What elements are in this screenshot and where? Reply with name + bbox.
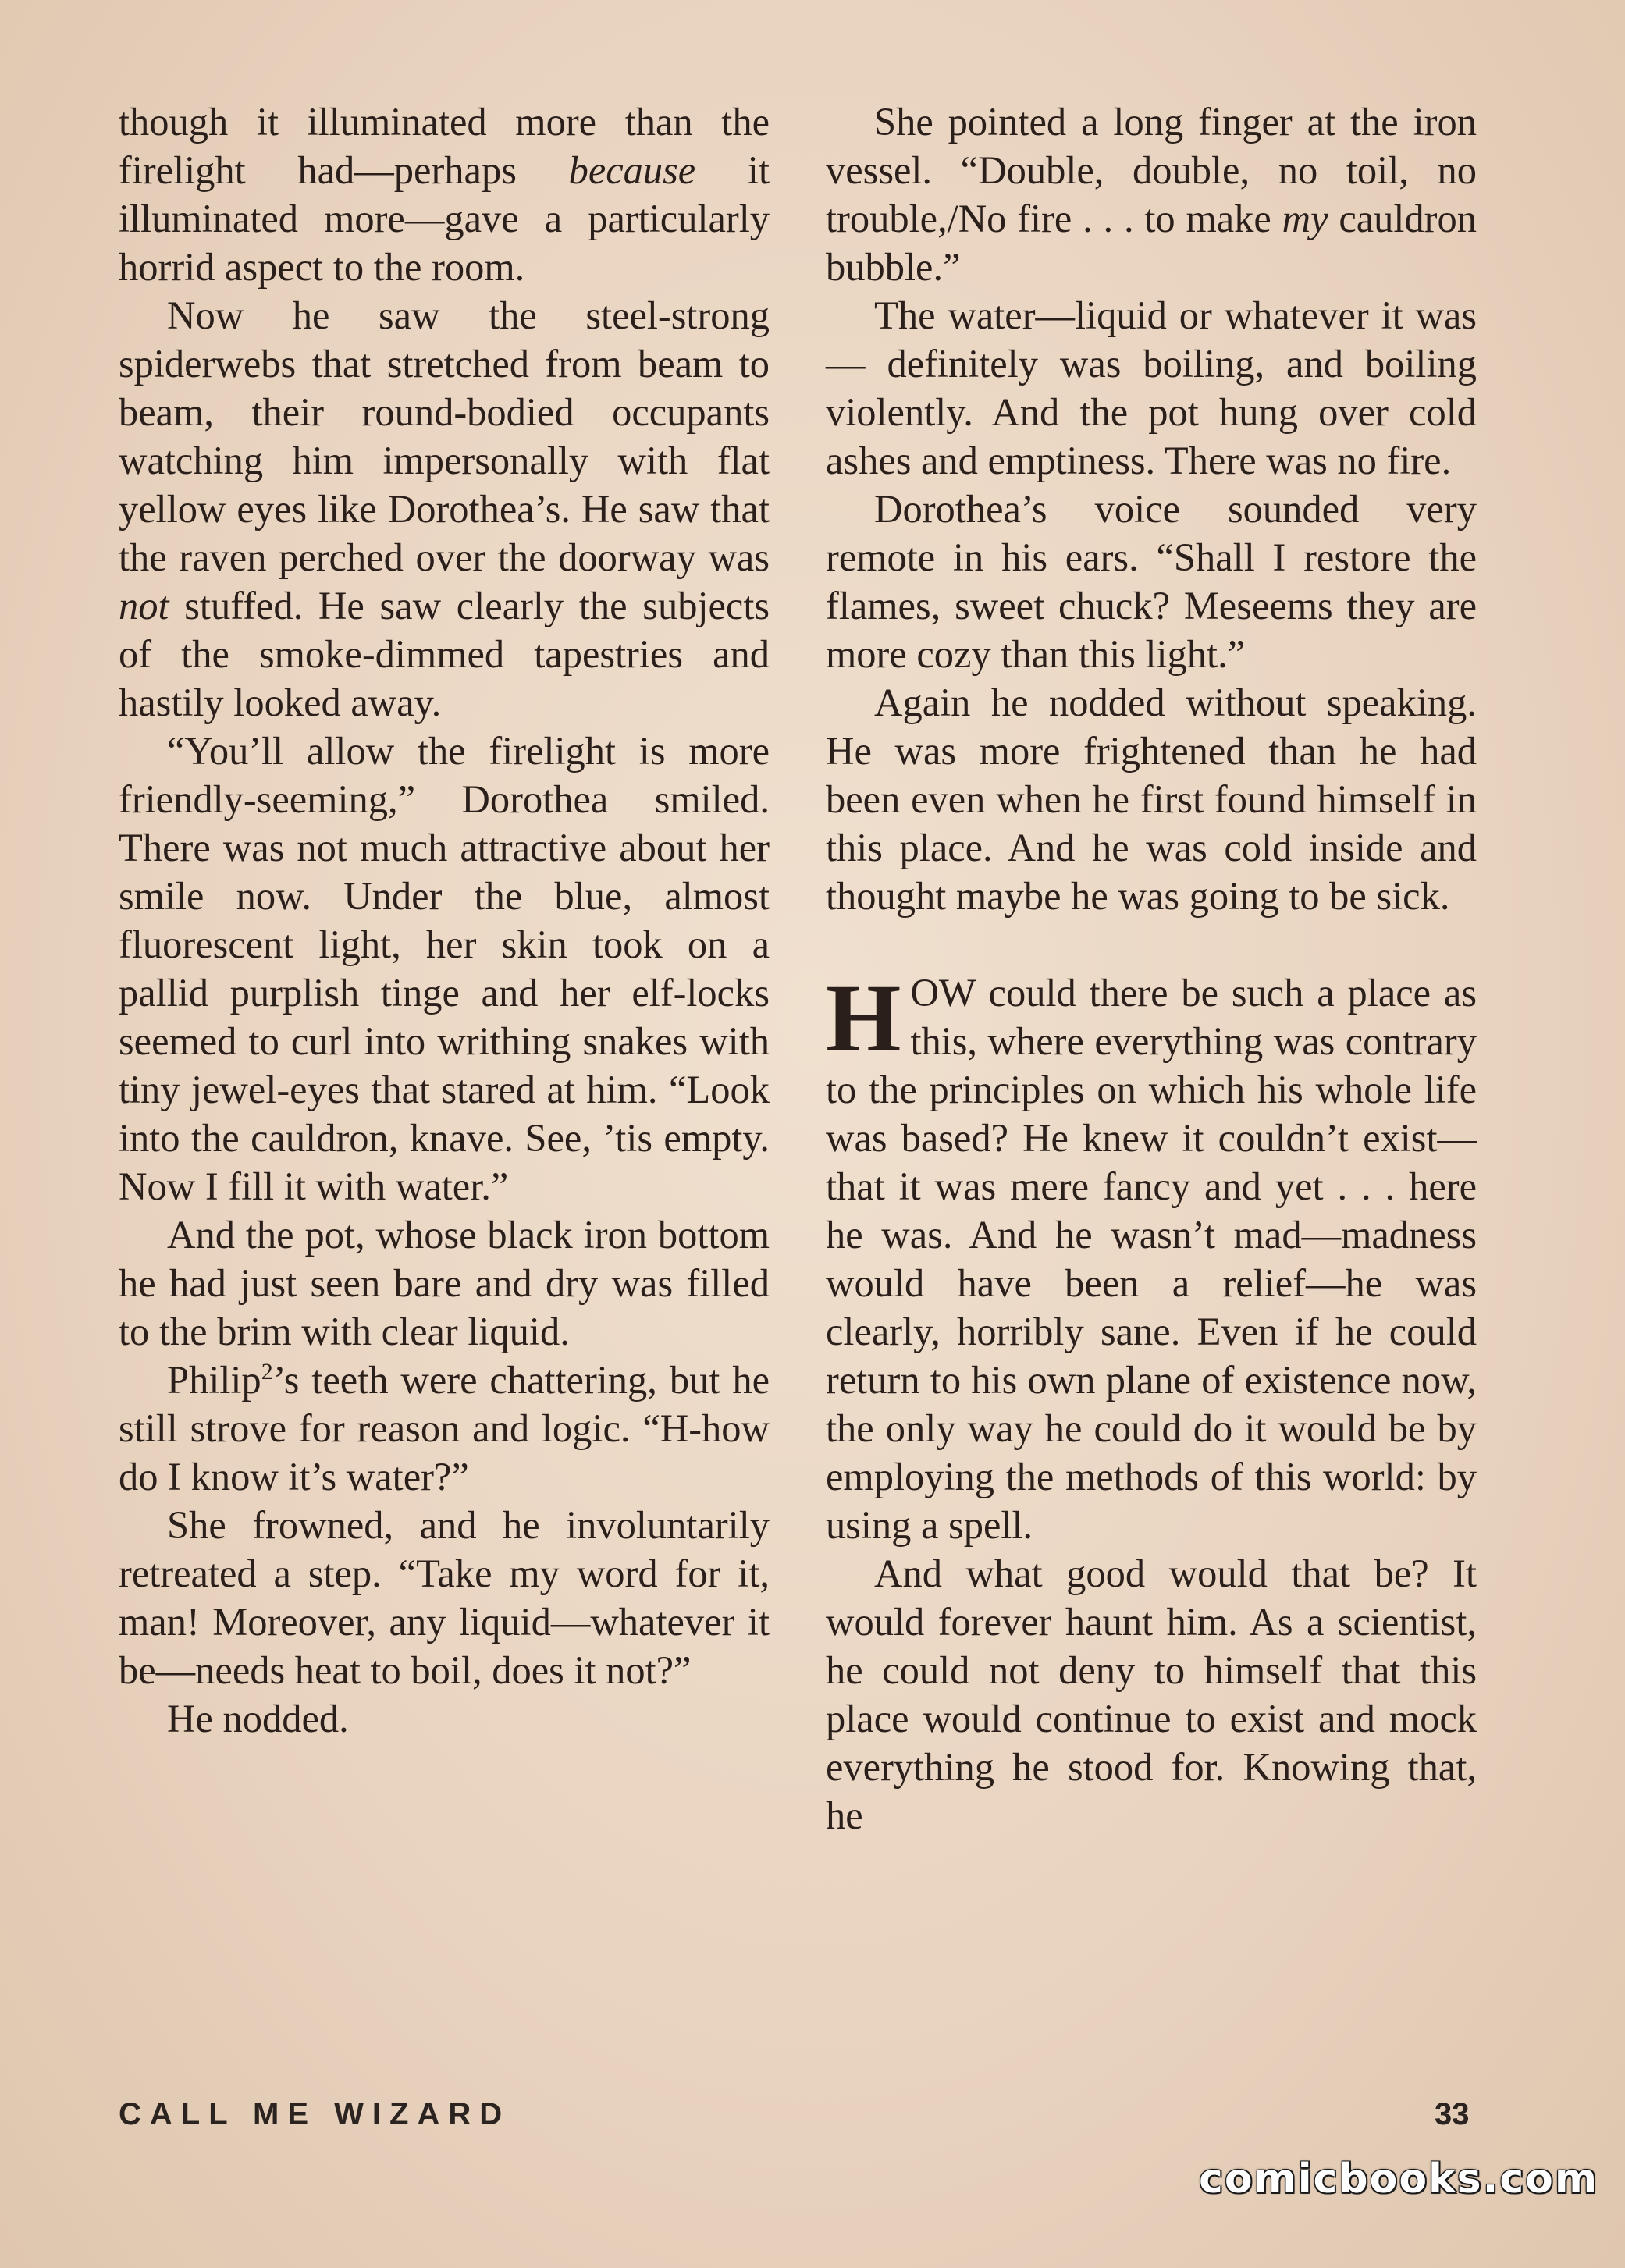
paragraph: Again he nodded without speaking. He was more frightened than he had been even when he first found himself in this place. And he was cold inside and thought maybe he was going to be sick. — [826, 681, 1477, 918]
drop-cap: H — [826, 965, 901, 1072]
running-footer-title: CALL ME WIZARD — [119, 2097, 511, 2131]
paragraph: And what good would that be? It would forever haunt him. As a scientist, he could not deny to himself that this place would continue to exist and mock everything he stood for. Knowing that, he — [826, 1552, 1477, 1837]
watermark: comicbooks.com — [1199, 2156, 1599, 2202]
text-run: though it illuminated more than the firelight had—perhaps — [119, 100, 770, 192]
paragraph: Dorothea’s voice sounded very remote in his ears. “Shall I restore the flames, sweet chuck? Meseems they are more cozy than this light.” — [826, 487, 1477, 676]
italic-text: my — [1282, 197, 1328, 240]
text-run: stuffed. He saw clearly the subjects of the smoke-dimmed tapestries and hastily looked away. — [119, 584, 770, 724]
left-text-column — [119, 98, 770, 1743]
right-text-column — [826, 98, 1477, 1840]
paragraph — [119, 98, 770, 291]
text-run: Philip — [167, 1358, 261, 1402]
section-paragraph — [826, 965, 1477, 1549]
paragraph: And the pot, whose black iron bottom he had just seen bare and dry was filled to the brim with clear liquid. — [119, 1213, 770, 1353]
paragraph — [119, 291, 770, 727]
text-run: cauldron bubble.” — [826, 197, 1477, 289]
text-run: OW could there be such a place as this, where everything was contrary to the principles on which his whole life was based? He knew it couldn’t exist—that it was mere fancy and yet . . . here he was. And he wasn’t mad—madness would have been a relief—he was clearly, horribly sane. Even if he could return to his own plane of existence now, the only way he could do it would be by employing the methods of this world: by using a spell. — [826, 971, 1477, 1547]
text-run: it illuminated more—gave a particularly horrid aspect to the room. — [119, 148, 770, 289]
page-number: 33 — [1435, 2097, 1470, 2131]
italic-text: not — [119, 584, 169, 627]
paragraph — [826, 98, 1477, 291]
text-run: Now he saw the steel-strong spiderwebs that stretched from beam to beam, their round-bodied occupants watching him impersonally with flat yellow eyes like Dorothea’s. He saw that the raven perched over the doorway was — [119, 293, 770, 579]
italic-text: because — [568, 148, 696, 192]
superscript: 2 — [261, 1359, 273, 1385]
paragraph: The water—liquid or whatever it was — definitely was boiling, and boiling violently. And the pot hung over cold ashes and emptiness. There was no fire. — [826, 293, 1477, 482]
paragraph: She frowned, and he involuntarily retreated a step. “Take my word for it, man! Moreover, any liquid—whatever it be—needs heat to boil, does it not?” — [119, 1503, 770, 1692]
paragraph — [119, 1356, 770, 1501]
paragraph: “You’ll allow the firelight is more friendly-seeming,” Dorothea smiled. There was not much attractive about her smile now. Under the blue, almost fluorescent light, her skin took on a pallid purplish tinge and her elf-locks seemed to curl into writhing snakes with tiny jewel-eyes that stared at him. “Look into the cauldron, knave. See, ’tis empty. Now I fill it with water.” — [119, 729, 770, 1208]
text-run: She pointed a long finger at the iron vessel. “Double, double, no toil, no trouble,/No fire . . . to make — [826, 100, 1477, 240]
text-run: ’s teeth were chattering, but he still strove for reason and logic. “H-how do I know it’s water?” — [119, 1358, 770, 1498]
paragraph: He nodded. — [167, 1697, 349, 1740]
